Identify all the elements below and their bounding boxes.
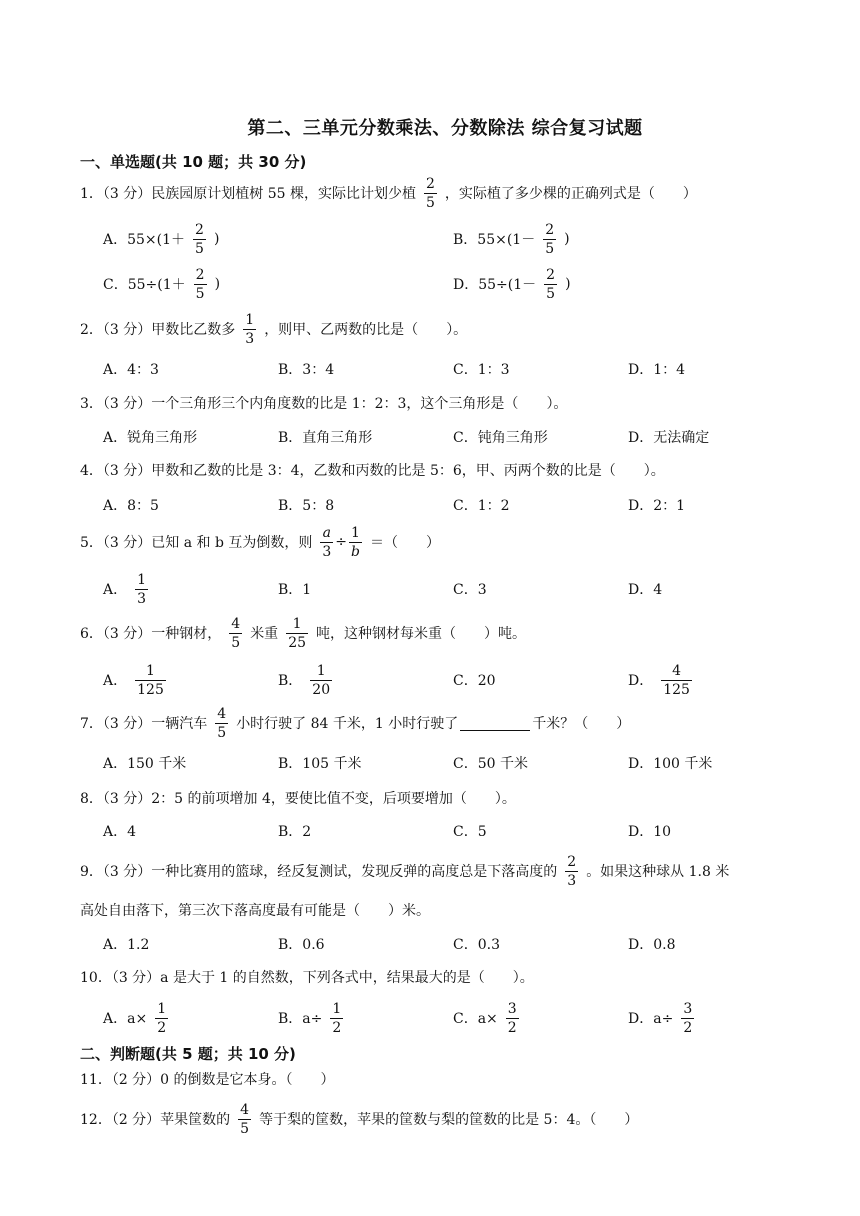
question-1 xyxy=(80,173,697,213)
option-b[interactable]: B．5：8 xyxy=(278,498,335,514)
options-row xyxy=(103,743,843,783)
option-b[interactable]: B．55×(1－ $\frac{2}{5}$ ) xyxy=(453,221,570,257)
option-b[interactable]: B． $\frac{1}{20}$ xyxy=(278,662,331,698)
option-d[interactable]: D．0.8 xyxy=(628,937,676,953)
option-d[interactable]: D．无法确定 xyxy=(628,430,710,446)
option-d[interactable]: D．100 千米 xyxy=(628,756,713,772)
option-b[interactable]: B．3：4 xyxy=(278,362,335,378)
option-d[interactable]: D． $\frac{4}{125}$ xyxy=(628,662,690,698)
question-text: ） xyxy=(682,186,697,202)
option-c[interactable]: C．55÷(1＋ $\frac{2}{5}$ ) xyxy=(103,266,221,302)
question-6: 6．（3 分）一种钢材， $\frac{4}{5}$ 米重 $\frac{1}{25}$ 吨，这种钢材每米重（ ）吨。 xyxy=(80,615,527,651)
question-9-line-2: 高处自由落下，第三次下落高度最有可能是（ ）米。 xyxy=(80,903,430,919)
options-row xyxy=(103,569,843,609)
section-heading-true-false: 二、判断题(共 5 题；共 10 分) xyxy=(80,1045,296,1063)
document-title: 第二、三单元分数乘法、分数除法 综合复习试题 xyxy=(247,118,643,139)
fraction: $\frac{a}{3}$ xyxy=(322,524,332,560)
option-c[interactable]: C．钝角三角形 xyxy=(453,430,548,446)
fraction: $\frac{1}{25}$ xyxy=(288,615,307,651)
question-3: 3．（3 分）一个三角形三个内角度数的比是 1：2：3，这个三角形是（ ）。 xyxy=(80,396,568,412)
options-row xyxy=(103,264,843,304)
option-b[interactable]: B．2 xyxy=(278,824,312,840)
option-a[interactable]: A． $\frac{1}{125}$ xyxy=(103,662,164,698)
option-c[interactable]: C．a× $\frac{3}{2}$ xyxy=(453,1000,517,1036)
option-b[interactable]: B．1 xyxy=(278,582,312,598)
question-9: 9．（3 分）一种比赛用的篮球，经反复测试，发现反弹的高度总是下落高度的 $\frac{2}{3}$ 。如果这种球从 1.8 米 xyxy=(80,853,730,889)
question-5: 5．（3 分）已知 a 和 b 互为倒数，则 $\frac{a}{3}$ ÷ $\frac{1}{b}$ ＝（ ） xyxy=(80,524,440,560)
option-d[interactable]: D．1：4 xyxy=(628,362,686,378)
option-b[interactable]: B．105 千米 xyxy=(278,756,362,772)
question-11: 11．（2 分）0 的倒数是它本身。（ ） xyxy=(80,1072,335,1088)
question-12: 12．（2 分）苹果筐数的 $\frac{4}{5}$ 等于梨的筐数，苹果的筐数与梨的筐数的比是 5：4。（ ） xyxy=(80,1101,639,1137)
option-d[interactable]: D．a÷ $\frac{3}{2}$ xyxy=(628,1000,693,1036)
question-text: ，实际植了多少棵的正确列式是（ xyxy=(444,186,655,202)
option-b[interactable]: B．0.6 xyxy=(278,937,325,953)
options-row xyxy=(103,660,843,700)
question-2: 2．（3 分）甲数比乙数多 $\frac{1}{3}$ ，则甲、乙两数的比是（ ）。 xyxy=(80,311,468,347)
option-c[interactable]: C．0.3 xyxy=(453,937,500,953)
fraction: $\frac{1}{3}$ xyxy=(245,311,255,347)
fraction: $\frac{1}{b}$ xyxy=(351,524,360,560)
option-a[interactable]: A．55×(1＋ $\frac{2}{5}$ ) xyxy=(103,221,220,257)
option-a[interactable]: A．8：5 xyxy=(103,498,159,514)
options-row xyxy=(103,998,843,1038)
option-c[interactable]: C．20 xyxy=(453,673,496,689)
option-d[interactable]: D．2：1 xyxy=(628,498,686,514)
question-4: 4．（3 分）甲数和乙数的比是 3：4，乙数和丙数的比是 5：6，甲、丙两个数的比是（ ）。 xyxy=(80,463,665,479)
option-a[interactable]: A． $\frac{1}{3}$ xyxy=(103,571,147,607)
option-a[interactable]: A．4 xyxy=(103,824,137,840)
option-d[interactable]: D．55÷(1－ $\frac{2}{5}$ ) xyxy=(453,266,571,302)
option-c[interactable]: C．1：3 xyxy=(453,362,510,378)
options-row xyxy=(103,811,843,851)
question-10: 10．（3 分）a 是大于 1 的自然数，下列各式中，结果最大的是（ ）。 xyxy=(80,970,534,986)
option-c[interactable]: C．1：2 xyxy=(453,498,510,514)
option-a[interactable]: A．锐角三角形 xyxy=(103,430,198,446)
fraction: $\frac{4}{5}$ xyxy=(231,615,241,651)
fraction: $\frac{2}{5}$ xyxy=(425,175,435,211)
options-row xyxy=(103,485,843,525)
option-a[interactable]: A．4：3 xyxy=(103,362,159,378)
section-heading-single-choice: 一、单选题(共 10 题；共 30 分) xyxy=(80,153,307,171)
option-c[interactable]: C．50 千米 xyxy=(453,756,528,772)
option-d[interactable]: D．10 xyxy=(628,824,672,840)
question-text: 1．（3 分）民族园原计划植树 55 棵，实际比计划少植 xyxy=(80,186,416,202)
fraction: $\frac{4}{5}$ xyxy=(240,1101,250,1137)
option-d[interactable]: D．4 xyxy=(628,582,663,598)
question-8: 8．（3 分）2：5 的前项增加 4，要使比值不变，后项要增加（ ）。 xyxy=(80,791,516,807)
option-b[interactable]: B．a÷ $\frac{1}{2}$ xyxy=(278,1000,342,1036)
fraction: $\frac{2}{3}$ xyxy=(567,853,577,889)
option-a[interactable]: A．1.2 xyxy=(103,937,150,953)
options-row xyxy=(103,219,843,259)
option-a[interactable]: A．a× $\frac{1}{2}$ xyxy=(103,1000,167,1036)
option-c[interactable]: C．5 xyxy=(453,824,487,840)
answer-blank[interactable] xyxy=(460,716,530,731)
question-7: 7．（3 分）一辆汽车 $\frac{4}{5}$ 小时行驶了 84 千米，1 小时行驶了 千米？（ ） xyxy=(80,705,631,741)
option-a[interactable]: A．150 千米 xyxy=(103,756,187,772)
option-b[interactable]: B．直角三角形 xyxy=(278,430,373,446)
fraction: $\frac{4}{5}$ xyxy=(217,705,227,741)
option-c[interactable]: C．3 xyxy=(453,582,487,598)
